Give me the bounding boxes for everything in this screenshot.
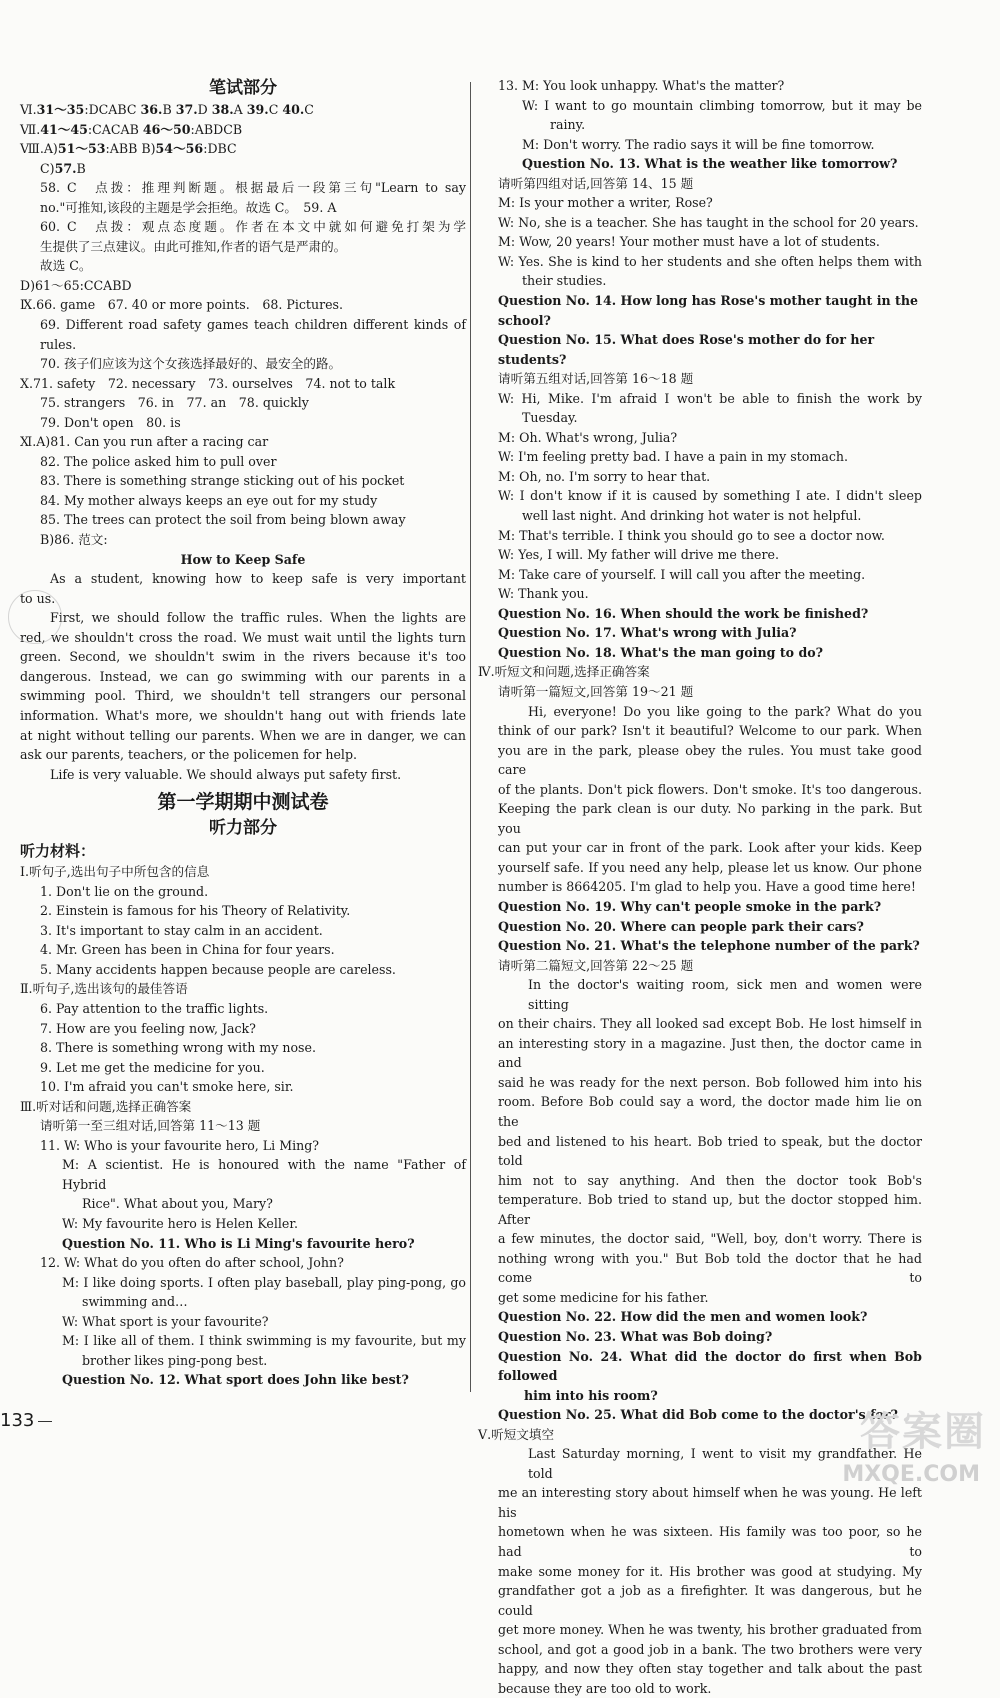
passage-line: bed and listened to his heart. Bob tried to speak, but the doctor told — [498, 1133, 922, 1169]
passage-line: Keeping the park clean is our duty. No parking in the park. But you — [498, 801, 922, 836]
dialogue-line: W: I'm feeling pretty bad. I have a pain in my stomach. — [498, 449, 849, 465]
passage-line: get more money. When he was twenty, his brother graduated from — [498, 1622, 922, 1638]
faint-stamp-mark — [8, 590, 62, 644]
dialogue-line: M: I like all of them. I think swimming is my favourite, but my — [62, 1333, 466, 1349]
dialogue-line: W: No, she is a teacher. She has taught in the school for 20 years. — [498, 214, 919, 230]
passage-line: get some medicine for his father. — [498, 1289, 709, 1305]
question-line: him into his room? — [524, 1387, 658, 1403]
passage-line: school, and got a good job in a bank. The two brothers were very — [498, 1641, 922, 1657]
passage-line: nothing wrong with you." But Bob told the doctor that he had come to — [498, 1250, 922, 1286]
question-line: Question No. 23. What was Bob doing? — [498, 1329, 773, 1344]
dialogue-line: M: A scientist. He is honoured with the name "Father of Hybrid — [62, 1157, 466, 1192]
passage-line: Hi, everyone! Do you like going to the park? What do you — [528, 703, 922, 719]
passage-line: of the plants. Don't pick flowers. Don't smoke. It's too dangerous. — [498, 781, 922, 797]
answer-x-b: 75. strangers 76. in 77. an 78. quickly — [40, 395, 309, 411]
answer-60-end: 故选 C。 — [40, 258, 92, 274]
answer-row-7: Ⅶ.41～45:CACAB 46～50:ABDCB — [20, 121, 243, 137]
essay-line: green. Second, we shouldn't swim in the rivers because it's too — [20, 649, 466, 665]
page-number-dash — [38, 1421, 52, 1422]
dialogue-line: W: I don't know if it is caused by something I ate. I didn't sleep — [498, 488, 922, 504]
dialogue-line: W: My favourite hero is Helen Keller. — [62, 1215, 299, 1231]
passage-line: hometown when he was sixteen. His family was too poor, so he had to — [498, 1524, 922, 1560]
exam-title: 第一学期期中测试卷 — [157, 791, 329, 814]
essay-line: Life is very valuable. We should always put safety first. — [50, 766, 402, 782]
answer-xi-a: Ⅺ.A)81. Can you run after a racing car — [20, 434, 269, 450]
list-item: 3. It's important to stay calm in an accident. — [40, 922, 323, 938]
question-line: Question No. 13. What is the weather like tomorrow? — [522, 156, 898, 172]
page-number: 133 — [0, 1410, 35, 1431]
passage-line: you are in the park, please obey the rules. You must take good care — [498, 742, 922, 778]
dialogue-line: W: I want to go mountain climbing tomorrow, but it may be — [522, 97, 922, 113]
passage-line: In the doctor's waiting room, sick men and women were sitting — [528, 977, 922, 1012]
essay-line: dangerous. Instead, we can go swimming with our parents in a — [20, 668, 466, 684]
essay-line: First, we should follow the traffic rules. When the lights are — [50, 610, 466, 626]
question-line: Question No. 24. What did the doctor do first when Bob followed — [498, 1348, 922, 1384]
dialogue-line: W: What sport is your favourite? — [62, 1313, 269, 1329]
answer-row-8c: C)57.B — [40, 160, 86, 176]
dialogue-line: W: Yes, I will. My father will drive me there. — [498, 547, 779, 563]
dialogue-line: M: Oh, no. I'm sorry to hear that. — [498, 468, 711, 484]
section-5-heading: Ⅴ.听短文填空 — [478, 1426, 555, 1442]
answer-60: 60. C 点拨：观点态度题。作者在本文中就如何避免打架为学 — [40, 219, 466, 235]
passage-line: said he was ready for the next person. Bob followed him into his — [498, 1074, 922, 1090]
passage-line: Last Saturday morning, I went to visit my grandfather. He told — [528, 1446, 922, 1481]
dialogue-line: Rice". What about you, Mary? — [82, 1196, 273, 1212]
question-line: Question No. 21. What's the telephone number of the park? — [498, 938, 920, 954]
passage-line: him not to say anything. And then the doctor took Bob's — [498, 1172, 922, 1188]
passage-line: grandfather got a job as a firefighter. It was dangerous, but he could — [498, 1583, 922, 1618]
question-line: Question No. 16. When should the work be finished? — [498, 605, 869, 621]
left-column — [20, 76, 466, 1390]
answer-58: 58. C 点拨：推理判断题。根据最后一段第三句"Learn to say — [40, 180, 466, 196]
dialogue-line: M: Wow, 20 years! Your mother must have a lot of students. — [498, 234, 880, 250]
essay-title: How to Keep Safe — [180, 551, 306, 567]
answer-x-a: Ⅹ.71. safety 72. necessary 73. ourselves 74. not to talk — [20, 375, 396, 391]
passage-1-intro: 请听第一篇短文,回答第 19～21 题 — [498, 683, 694, 699]
answer-row-6: Ⅵ.31～35:DCABC 36.B 37.D 38.A 39.C 40.C — [20, 102, 314, 117]
question-line: Question No. 18. What's the man going to do? — [498, 644, 824, 660]
answer-xi-e: 85. The trees can protect the soil from being blown away — [40, 512, 406, 528]
watermark-logo: 答案圈 — [860, 1409, 986, 1455]
watermark-url: MXQE.COM — [842, 1462, 980, 1487]
passage-line: because they are too old to work. — [498, 1680, 712, 1696]
passage-2-intro: 请听第二篇短文,回答第 22～25 题 — [498, 957, 694, 973]
essay-line: at night without telling our parents. When we are in danger, we can — [20, 727, 466, 743]
passage-line: me an interesting story about himself when he was young. He left his — [498, 1485, 922, 1520]
question-line: Question No. 25. What did Bob come to the doctor's for? — [498, 1407, 898, 1423]
passage-line: happy, and now they often stay together and talk about the past — [498, 1661, 922, 1677]
section-1-heading: Ⅰ.听句子,选出句子中所包含的信息 — [20, 864, 210, 880]
answer-ix-c: rules. — [40, 336, 77, 352]
question-line: Question No. 14. How long has Rose's mother taught in the school? — [498, 293, 919, 328]
dialogue-line: M: Don't worry. The radio says it will be fine tomorrow. — [522, 136, 875, 152]
group-5-intro: 请听第五组对话,回答第 16～18 题 — [498, 371, 694, 387]
dialogue-line: M: Oh. What's wrong, Julia? — [498, 429, 678, 445]
dialogue-line: rainy. — [550, 117, 586, 133]
dialogue-line: M: That's terrible. I think you should go to see a doctor now. — [498, 527, 885, 543]
dialogue-line: 11. W: Who is your favourite hero, Li Ming? — [40, 1137, 320, 1153]
dialogue-line: M: Take care of yourself. I will call you after the meeting. — [498, 566, 866, 582]
answer-xi-b: 82. The police asked him to pull over — [40, 453, 277, 469]
list-item: 2. Einstein is famous for his Theory of Relativity. — [40, 903, 351, 919]
answer-xi-d: 84. My mother always keeps an eye out for my study — [40, 492, 378, 508]
dialogue-line: well last night. And drinking hot water is not helpful. — [522, 508, 862, 524]
list-item: 4. Mr. Green has been in China for four years. — [40, 942, 335, 958]
question-line: Question No. 17. What's wrong with Julia? — [498, 625, 797, 641]
essay-line: As a student, knowing how to keep safe is very important — [50, 571, 466, 587]
answer-row-8: Ⅷ.A)51～53:ABB B)54～56:DBC — [20, 141, 237, 157]
dialogue-line: Tuesday. — [522, 410, 578, 426]
list-item: 8. There is something wrong with my nose. — [40, 1040, 316, 1056]
answer-xi-f: B)86. 范文: — [40, 532, 108, 548]
materials-label: 听力材料： — [20, 842, 96, 861]
dialogue-line: M: I like doing sports. I often play baseball, play ping-pong, go — [62, 1274, 466, 1290]
listening-title: 听力部分 — [209, 818, 277, 839]
answer-58-cont: no."可推知,该段的主题是学会拒绝。故选 C。 59. A — [40, 199, 337, 215]
list-item: 9. Let me get the medicine for you. — [40, 1059, 265, 1075]
question-line: Question No. 12. What sport does John like best? — [62, 1372, 409, 1388]
question-line: Question No. 22. How did the men and women look? — [498, 1309, 868, 1325]
answer-xi-c: 83. There is something strange sticking out of his pocket — [40, 473, 405, 489]
essay-line: information. What's more, we shouldn't hang out with friends late — [20, 707, 466, 723]
dialogue-line: 12. W: What do you often do after school, John? — [40, 1255, 344, 1271]
dialogue-line: W: Thank you. — [498, 586, 589, 602]
answer-d: D)61～65:CCABD — [20, 277, 132, 293]
passage-line: a few minutes, the doctor said, "Well, boy, don't worry. There is — [498, 1231, 922, 1247]
passage-line: think of our park? Isn't it beautiful? Welcome to our park. When — [498, 723, 922, 739]
list-item: 1. Don't lie on the ground. — [40, 883, 209, 899]
dialogue-line: their studies. — [522, 273, 607, 289]
passage-line: make some money for it. His brother was good at studying. My — [498, 1563, 922, 1579]
passage-line: can put your car in front of the park. Look after your kids. Keep — [498, 840, 922, 856]
passage-line: yourself safe. If you need any help, please let us know. Our phone — [498, 859, 922, 875]
essay-line: ask our parents, teachers, or the policemen for help. — [20, 747, 358, 763]
passage-line: temperature. Bob tried to stand up, but the doctor stopped him. After — [498, 1192, 922, 1227]
right-column — [478, 76, 922, 1698]
answer-x-c: 79. Don't open 80. is — [40, 414, 181, 430]
answer-ix-b: 69. Different road safety games teach children different kinds of — [40, 317, 466, 333]
list-item: 5. Many accidents happen because people are careless. — [40, 961, 396, 977]
list-item: 10. I'm afraid you can't smoke here, sir. — [40, 1079, 294, 1095]
essay-line: swimming pool. Third, we shouldn't tell strangers our personal — [20, 688, 466, 704]
group-4-intro: 请听第四组对话,回答第 14、15 题 — [498, 175, 694, 191]
answer-60-cont: 生提供了三点建议。由此可推知,作者的语气是严肃的。 — [40, 238, 347, 254]
dialogue-line: swimming and… — [82, 1294, 188, 1310]
question-line: Question No. 11. Who is Li Ming's favourite hero? — [62, 1235, 415, 1251]
dialogue-line: 13. M: You look unhappy. What's the matter? — [498, 78, 785, 93]
question-line: Question No. 15. What does Rose's mother do for her students? — [498, 332, 875, 367]
essay-line: red, we shouldn't cross the road. We must wait until the lights turn — [20, 629, 466, 645]
passage-line: an interesting story in a magazine. Just then, the doctor came in and — [498, 1035, 922, 1071]
passage-line: number is 8664205. I'm glad to help you. Have a good time here! — [498, 879, 916, 895]
question-line: Question No. 20. Where can people park their cars? — [498, 918, 864, 934]
list-item: 7. How are you feeling now, Jack? — [40, 1020, 256, 1036]
essay-line: to us. — [20, 590, 56, 606]
column-divider — [470, 82, 471, 1392]
section-3-heading: Ⅲ.听对话和问题,选择正确答案 — [20, 1098, 192, 1114]
passage-line: on their chairs. They all looked sad except Bob. He lost himself in — [498, 1016, 922, 1032]
section-3-intro: 请听第一至三组对话,回答第 11～13 题 — [40, 1118, 261, 1134]
question-line: Question No. 19. Why can't people smoke in the park? — [498, 898, 882, 914]
section-4-heading: Ⅳ.听短文和问题,选择正确答案 — [478, 664, 650, 680]
list-item: 6. Pay attention to the traffic lights. — [40, 1000, 269, 1016]
dialogue-line: W: Hi, Mike. I'm afraid I won't be able to finish the work by — [498, 390, 922, 406]
answer-ix-d: 70. 孩子们应该为这个女孩选择最好的、最安全的路。 — [40, 356, 342, 372]
dialogue-line: M: Is your mother a writer, Rose? — [498, 195, 713, 211]
answer-ix-a: Ⅸ.66. game 67. 40 or more points. 68. Pictures. — [20, 297, 344, 313]
passage-line: room. Before Bob could say a word, the doctor made him lie on the — [498, 1094, 922, 1129]
dialogue-line: brother likes ping-pong best. — [82, 1352, 268, 1368]
dialogue-line: W: Yes. She is kind to her students and she often helps them with — [498, 253, 922, 269]
written-section-title: 笔试部分 — [209, 78, 277, 98]
section-2-heading: Ⅱ.听句子,选出该句的最佳答语 — [20, 981, 188, 997]
